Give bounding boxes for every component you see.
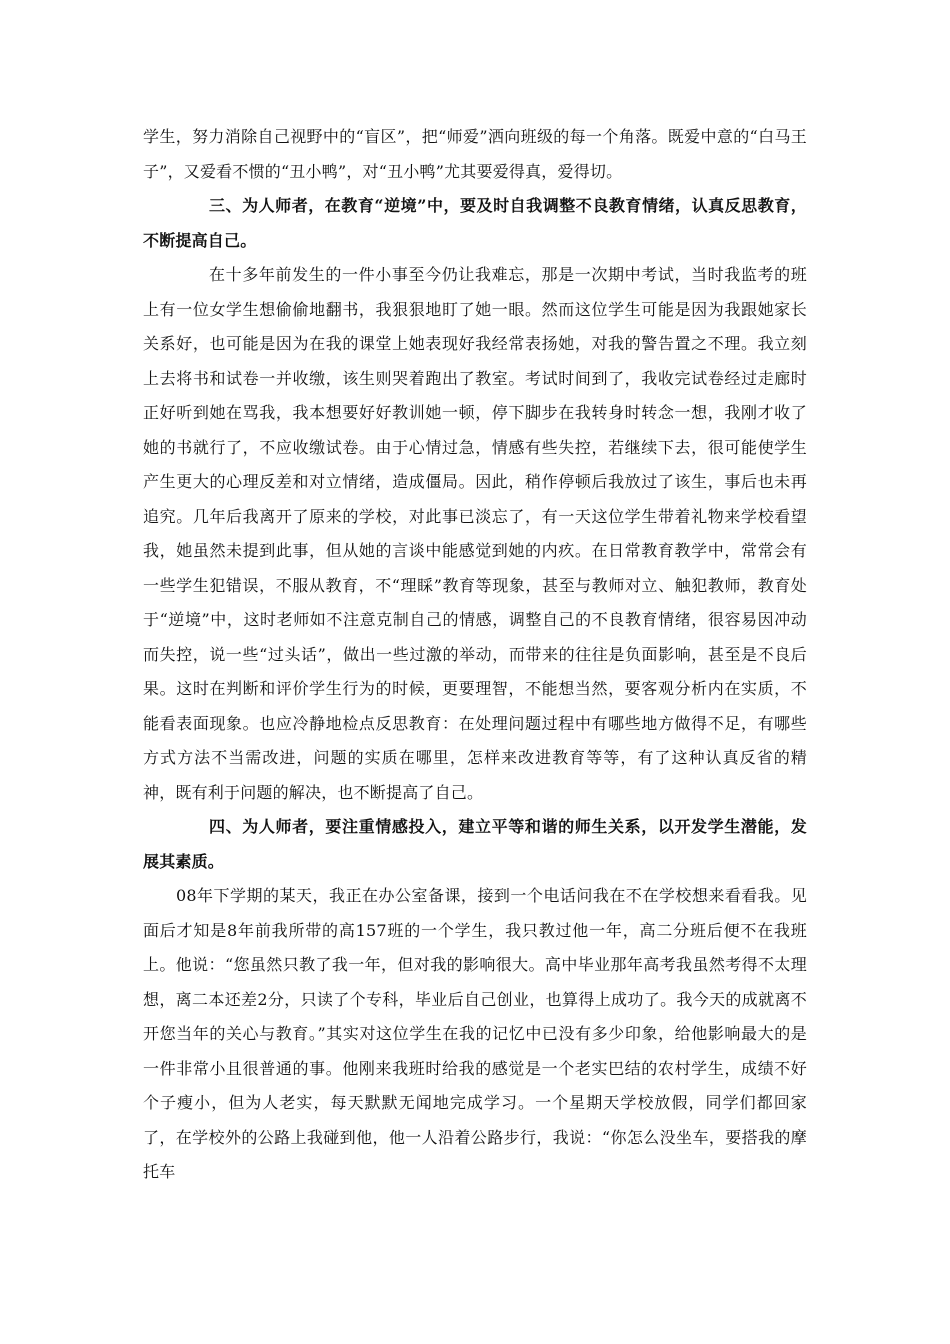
paragraph-student-visit: 08年下学期的某天，我正在办公室备课，接到一个电话问我在不在学校想来看看我。见面后才知是8年前我所带的高157班的一个学生，我只教过他一年，高二分班后便不在我班上。他说：“您虽然只教了我一年，但对我的影响很大。高中毕业那年高考我虽然考得不太理想，离二本还差2分，只读了个专科，毕业后自己创业，也算得上成功了。我今天的成就离不开您当年的关心与教育。”其实对这位学生在我的记忆中已没有多少印象，给他影响最大的是一件非常小且很普通的事。他刚来我班时给我的感觉是一个老实巴结的农村学生，成绩不好个子瘦小，但为人老实，每天默默无闻地完成学习。一个星期天学校放假，同学们都回家了，在学校外的公路上我碰到他，他一人沿着公路步行，我说：“你怎么没坐车，要搭我的摩托车 [143, 886, 807, 1181]
section-heading-three: 三、为人师者，在教育“逆境”中，要及时自我调整不良教育情绪，认真反思教育，不断提高自己。 [143, 196, 807, 250]
document-body [143, 120, 807, 1190]
section-heading-four: 四、为人师者，要注重情感投入，建立平等和谐的师生关系，以开发学生潜能，发展其素质。 [143, 817, 807, 871]
paragraph-intro: 学生，努力消除自己视野中的“盲区”，把“师爱”洒向班级的每一个角落。既爱中意的“白马王子”，又爱看不惯的“丑小鸭”，对“丑小鸭”尤其要爱得真，爱得切。 [143, 127, 807, 181]
paragraph-exam-story: 在十多年前发生的一件小事至今仍让我难忘，那是一次期中考试，当时我监考的班上有一位女学生想偷偷地翻书，我狠狠地盯了她一眼。然而这位学生可能是因为我跟她家长关系好，也可能是因为在我的课堂上她表现好我经常表扬她，对我的警告置之不理。我立刻上去将书和试卷一并收缴，该生则哭着跑出了教室。考试时间到了，我收完试卷经过走廊时正好听到她在骂我，我本想要好好教训她一顿，停下脚步在我转身时转念一想，我刚才收了她的书就行了，不应收缴试卷。由于心情过急，情感有些失控，若继续下去，很可能使学生产生更大的心理反差和对立情绪，造成僵局。因此，稍作停顿后我放过了该生，事后也未再追究。几年后我离开了原来的学校，对此事已淡忘了，有一天这位学生带着礼物来学校看望我，她虽然未提到此事，但从她的言谈中能感觉到她的内疚。在日常教育教学中，常常会有一些学生犯错误，不服从教育，不“理睬”教育等现象，甚至与教师对立、触犯教师，教育处于“逆境”中，这时老师如不注意克制自己的情感，调整自己的不良教育情绪，很容易因冲动而失控，说一些“过头话”，做出一些过激的举动，而带来的往往是负面影响，甚至是不良后果。这时在判断和评价学生行为的时候，更要理智，不能想当然，要客观分析内在实质，不能看表面现象。也应冷静地检点反思教育：在处理问题过程中有哪些地方做得不足，有哪些方式方法不当需改进，问题的实质在哪里，怎样来改进教育等等，有了这种认真反省的精神，既有利于问题的解决，也不断提高了自己。 [143, 265, 807, 802]
